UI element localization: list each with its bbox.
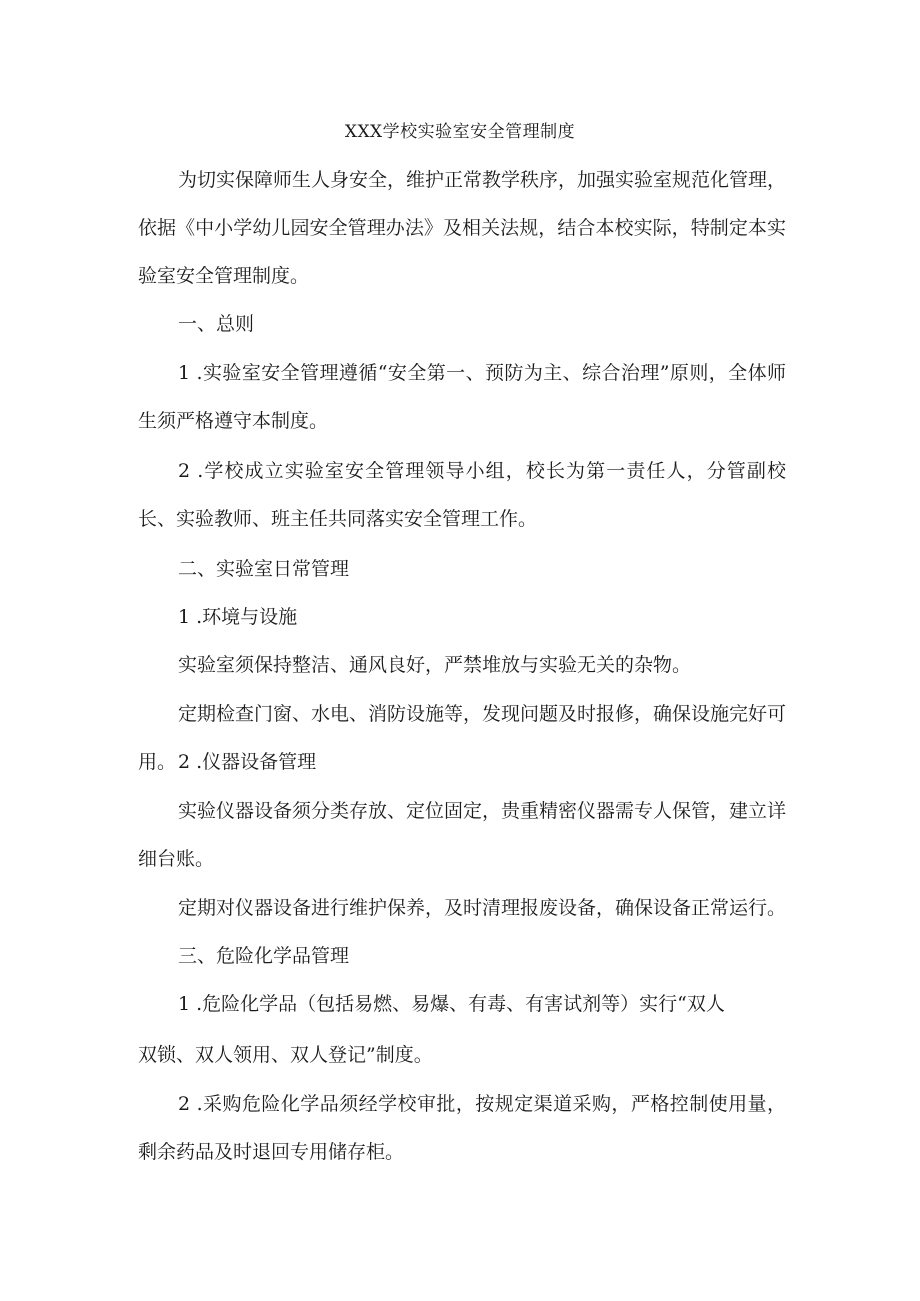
chemicals-item-1-line-1: 1 .危险化学品（包括易燃、易爆、有毒、有害试剂等）实行“双人 <box>178 993 725 1015</box>
chemicals-item-2: 2 .采购危险化学品须经学校审批，按规定渠道采购，严格控制使用量，剩余药品及时退回专用储存柜。 <box>138 1093 786 1163</box>
subsection-title-equipment: 2 .仪器设备管理 <box>178 751 317 773</box>
chemicals-item-1-line-2: 双锁、双人领用、双人登记”制度。 <box>138 1044 433 1066</box>
section-heading-hazardous-chemicals: 三、危险化学品管理 <box>178 945 350 967</box>
document-title: XXX学校实验室安全管理制度 <box>344 122 576 142</box>
equipment-paragraph-1: 实验仪器设备须分类存放、定位固定，贵重精密仪器需专人保管，建立详细台账。 <box>138 800 787 870</box>
section-heading-general: 一、总则 <box>178 313 255 335</box>
general-item-2: 2 .学校成立实验室安全管理领导小组，校长为第一责任人，分管副校长、实验教师、班主任共同落实安全管理工作。 <box>138 460 786 530</box>
subsection-title-environment: 1 .环境与设施 <box>178 606 298 628</box>
environment-paragraph-2: 定期检查门窗、水电、消防设施等，发现问题及时报修，确保设施完好可用。 <box>138 703 787 773</box>
general-item-1: 1 .实验室安全管理遵循“安全第一、预防为主、综合治理”原则，全体师生须严格遵守本制度。 <box>138 362 786 432</box>
intro-paragraph: 为切实保障师生人身安全，维护正常教学秩序，加强实验室规范化管理，依据《中小学幼儿园安全管理办法》及相关法规，结合本校实际，特制定本实验室安全管理制度。 <box>138 169 787 287</box>
equipment-paragraph-2: 定期对仪器设备进行维护保养，及时清理报废设备，确保设备正常运行。 <box>178 897 787 919</box>
section-heading-daily-management: 二、实验室日常管理 <box>178 558 350 580</box>
environment-paragraph-1: 实验室须保持整洁、通风良好，严禁堆放与实验无关的杂物。 <box>178 654 692 676</box>
